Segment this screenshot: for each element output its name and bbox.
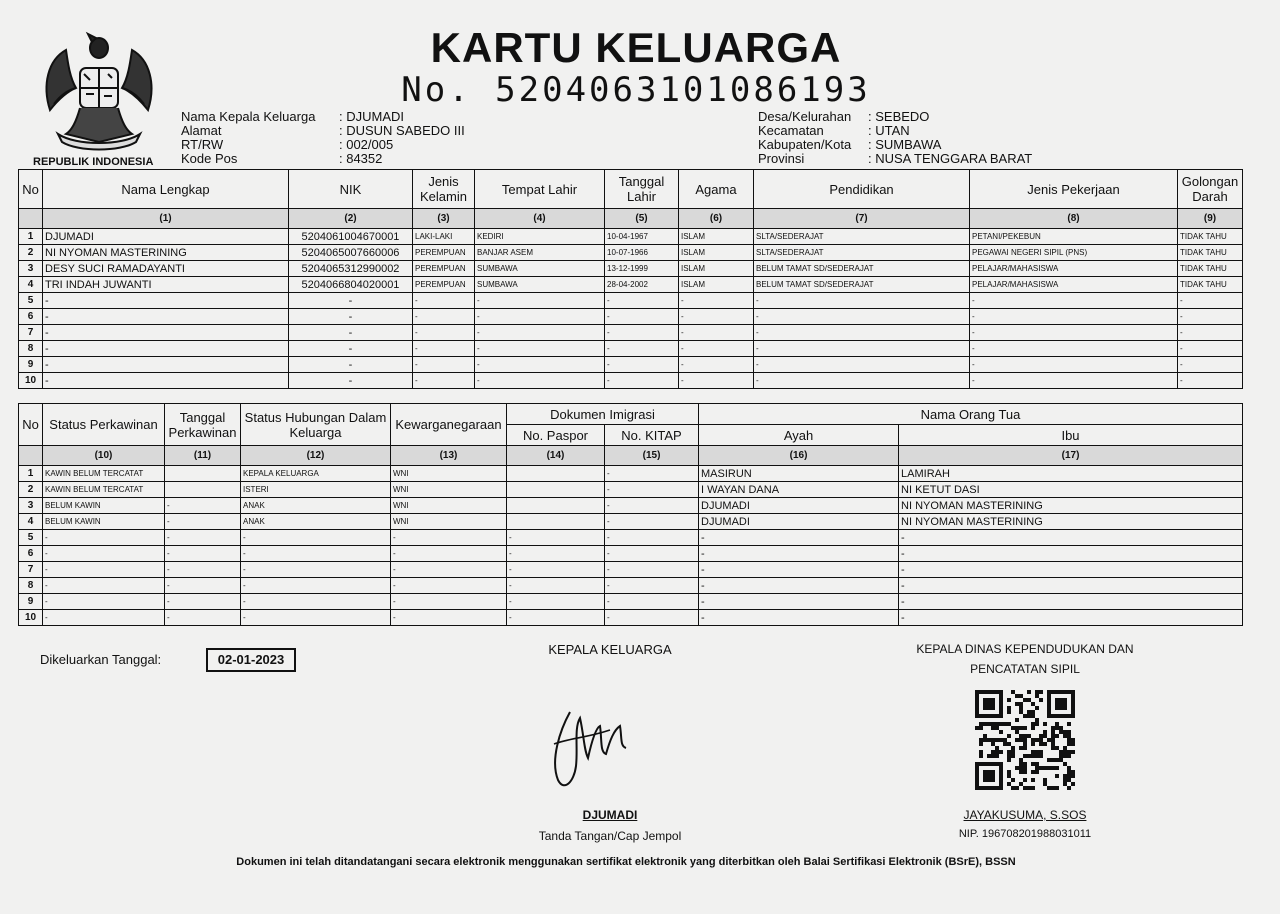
table-cell: - <box>899 546 1243 562</box>
col-header-status-hubungan: Status Hubungan Dalam Keluarga <box>241 404 391 446</box>
table-cell <box>507 482 605 498</box>
col-number: (11) <box>165 446 241 466</box>
head-info-labels-left <box>181 110 315 166</box>
qr-code-icon <box>975 690 1075 790</box>
table-cell: NI NYOMAN MASTERINING <box>43 245 289 261</box>
col-header-pekerjaan: Jenis Pekerjaan <box>970 170 1178 209</box>
table-cell: TIDAK TAHU <box>1178 277 1243 293</box>
issued-date: 02-01-2023 <box>206 648 296 672</box>
head-info-labels-right <box>758 110 851 166</box>
value-provinsi: : NUSA TENGGARA BARAT <box>868 151 1033 166</box>
table-cell: - <box>391 578 507 594</box>
table-cell: 10-04-1967 <box>605 229 679 245</box>
col-header-pendidikan: Pendidikan <box>754 170 970 209</box>
table-cell: TIDAK TAHU <box>1178 261 1243 277</box>
table-cell: - <box>605 546 699 562</box>
table-cell: - <box>754 341 970 357</box>
table-cell: - <box>679 325 754 341</box>
row-number: 7 <box>19 562 43 578</box>
col-header-ayah: Ayah <box>699 425 899 446</box>
head-name: DJUMADI <box>582 808 638 822</box>
col-number: (2) <box>289 209 413 229</box>
value-alamat: : DUSUN SABEDO III <box>339 123 465 138</box>
table-cell: TRI INDAH JUWANTI <box>43 277 289 293</box>
table-cell: - <box>43 562 165 578</box>
table-cell: SLTA/SEDERAJAT <box>754 245 970 261</box>
col-header-ibu: Ibu <box>899 425 1243 446</box>
table-cell: SUMBAWA <box>475 277 605 293</box>
row-number: 10 <box>19 373 43 389</box>
table-cell: - <box>475 325 605 341</box>
table-cell: DJUMADI <box>43 229 289 245</box>
table-row <box>19 373 1243 389</box>
table-cell: SLTA/SEDERAJAT <box>754 229 970 245</box>
table-cell: PEREMPUAN <box>413 245 475 261</box>
table-row <box>19 594 1243 610</box>
col-number: (4) <box>475 209 605 229</box>
table-cell: - <box>1178 309 1243 325</box>
table-cell: PETANI/PEKEBUN <box>970 229 1178 245</box>
table-cell: WNI <box>391 514 507 530</box>
emblem-caption: REPUBLIK INDONESIA <box>33 156 154 168</box>
table-cell: - <box>391 562 507 578</box>
col-number: (8) <box>970 209 1178 229</box>
table-row <box>19 277 1243 293</box>
table-cell: - <box>43 341 289 357</box>
table-cell: - <box>413 325 475 341</box>
table-cell: - <box>165 498 241 514</box>
table-cell: - <box>165 514 241 530</box>
table-cell: - <box>605 530 699 546</box>
official-title-line1: KEPALA DINAS KEPENDUDUKAN DAN <box>916 642 1134 656</box>
table-cell: - <box>605 293 679 309</box>
col-header-nik: NIK <box>289 170 413 209</box>
col-header-tanggal-lahir: Tanggal Lahir <box>605 170 679 209</box>
col-header-dokumen-imigrasi: Dokumen Imigrasi <box>507 404 699 425</box>
table-cell: - <box>899 578 1243 594</box>
table-cell: - <box>43 546 165 562</box>
table-cell: ANAK <box>241 498 391 514</box>
table-cell: 28-04-2002 <box>605 277 679 293</box>
table-cell: - <box>475 373 605 389</box>
table-cell: - <box>43 594 165 610</box>
row-number: 6 <box>19 546 43 562</box>
table-cell: - <box>165 610 241 626</box>
table-row <box>19 341 1243 357</box>
table-row <box>19 578 1243 594</box>
table-cell: - <box>1178 357 1243 373</box>
label-rtrw: RT/RW <box>181 137 224 152</box>
table-cell: BELUM KAWIN <box>43 514 165 530</box>
row-number: 9 <box>19 357 43 373</box>
table-cell: - <box>289 373 413 389</box>
table-cell: - <box>241 610 391 626</box>
table-cell: PEGAWAI NEGERI SIPIL (PNS) <box>970 245 1178 261</box>
table-cell: - <box>970 341 1178 357</box>
issued-label: Dikeluarkan Tanggal: <box>40 652 162 667</box>
table-cell: - <box>1178 373 1243 389</box>
table-cell: - <box>605 578 699 594</box>
row-number: 5 <box>19 530 43 546</box>
table-cell: - <box>605 594 699 610</box>
table-row <box>19 229 1243 245</box>
table-cell: 10-07-1966 <box>605 245 679 261</box>
label-kabupaten: Kabupaten/Kota <box>758 137 852 152</box>
value-kepala-keluarga: : DJUMADI <box>339 109 404 124</box>
table-row <box>19 546 1243 562</box>
family-members-table <box>18 169 1243 389</box>
table-cell: - <box>605 562 699 578</box>
label-kecamatan: Kecamatan <box>758 123 824 138</box>
table-cell: - <box>289 325 413 341</box>
col-number: (7) <box>754 209 970 229</box>
table-cell: I WAYAN DANA <box>699 482 899 498</box>
table-cell: 13-12-1999 <box>605 261 679 277</box>
label-kepala-keluarga: Nama Kepala Keluarga <box>181 109 316 124</box>
table-cell: ISLAM <box>679 229 754 245</box>
table-cell: - <box>605 341 679 357</box>
table-cell: PELAJAR/MAHASISWA <box>970 261 1178 277</box>
table-cell <box>507 498 605 514</box>
table-cell: ISTERI <box>241 482 391 498</box>
table-row <box>19 562 1243 578</box>
table-cell: - <box>679 341 754 357</box>
label-alamat: Alamat <box>181 123 222 138</box>
table-cell: DESY SUCI RAMADAYANTI <box>43 261 289 277</box>
col-header-tempat-lahir: Tempat Lahir <box>475 170 605 209</box>
table-cell: KAWIN BELUM TERCATAT <box>43 466 165 482</box>
table-cell: - <box>43 578 165 594</box>
table-cell: - <box>391 546 507 562</box>
table-cell: WNI <box>391 482 507 498</box>
table-cell: - <box>165 530 241 546</box>
table-cell: - <box>699 594 899 610</box>
table-row <box>19 261 1243 277</box>
table-cell: - <box>413 373 475 389</box>
table-cell: BANJAR ASEM <box>475 245 605 261</box>
family-status-table <box>18 403 1243 626</box>
table-cell: WNI <box>391 498 507 514</box>
table-cell: TIDAK TAHU <box>1178 229 1243 245</box>
table-cell: - <box>391 610 507 626</box>
label-provinsi: Provinsi <box>758 151 805 166</box>
row-number: 5 <box>19 293 43 309</box>
official-nip: NIP. 196708201988031011 <box>958 828 1092 840</box>
table-cell: - <box>475 293 605 309</box>
table-cell: - <box>43 357 289 373</box>
table-cell: ISLAM <box>679 261 754 277</box>
table-cell: - <box>165 546 241 562</box>
col-header-no: No <box>19 170 43 209</box>
row-number: 1 <box>19 229 43 245</box>
handwritten-signature <box>540 700 640 795</box>
row-number: 2 <box>19 482 43 498</box>
table-cell: - <box>475 357 605 373</box>
col-number: (3) <box>413 209 475 229</box>
official-title-line2: PENCATATAN SIPIL <box>970 662 1080 676</box>
table-cell: - <box>165 562 241 578</box>
col-number: (10) <box>43 446 165 466</box>
table-row <box>19 293 1243 309</box>
document-title: KARTU KELUARGA <box>430 24 842 71</box>
col-number: (6) <box>679 209 754 229</box>
table-cell: KEPALA KELUARGA <box>241 466 391 482</box>
col-header-no-kitap: No. KITAP <box>605 425 699 446</box>
table-cell: - <box>605 373 679 389</box>
col-header-kewarganegaraan: Kewarganegaraan <box>391 404 507 446</box>
table-cell: - <box>241 546 391 562</box>
table-cell <box>165 482 241 498</box>
table-cell: 5204065007660006 <box>289 245 413 261</box>
col-header-no-paspor: No. Paspor <box>507 425 605 446</box>
table-cell: - <box>507 562 605 578</box>
value-rtrw: : 002/005 <box>339 137 394 152</box>
table-cell: - <box>43 293 289 309</box>
table-cell: MASIRUN <box>699 466 899 482</box>
table-cell: - <box>241 562 391 578</box>
value-desa: : SEBEDO <box>868 109 930 124</box>
table-cell: - <box>699 562 899 578</box>
col-number: (12) <box>241 446 391 466</box>
table-cell: NI NYOMAN MASTERINING <box>899 498 1243 514</box>
table-row <box>19 482 1243 498</box>
table-cell: - <box>43 325 289 341</box>
table-cell: - <box>699 530 899 546</box>
table-cell: - <box>605 482 699 498</box>
row-number: 9 <box>19 594 43 610</box>
table-cell: LAMIRAH <box>899 466 1243 482</box>
table-cell: TIDAK TAHU <box>1178 245 1243 261</box>
head-signature-caption: Tanda Tangan/Cap Jempol <box>538 829 682 843</box>
table-cell: WNI <box>391 466 507 482</box>
table-cell: - <box>605 610 699 626</box>
table-row <box>19 498 1243 514</box>
table-row <box>19 309 1243 325</box>
table-cell: - <box>605 514 699 530</box>
table-cell: - <box>507 578 605 594</box>
table-row <box>19 325 1243 341</box>
table-cell: - <box>754 357 970 373</box>
table-cell: - <box>165 594 241 610</box>
table-cell <box>165 466 241 482</box>
value-kode-pos: : 84352 <box>339 151 383 166</box>
table-cell: NI KETUT DASI <box>899 482 1243 498</box>
value-kecamatan: : UTAN <box>868 123 910 138</box>
table-cell: PEREMPUAN <box>413 261 475 277</box>
col-header-golongan-darah: Golongan Darah <box>1178 170 1243 209</box>
row-number: 8 <box>19 341 43 357</box>
row-number: 1 <box>19 466 43 482</box>
col-number-blank <box>19 209 43 229</box>
table-cell: - <box>391 530 507 546</box>
table-cell: - <box>413 357 475 373</box>
col-header-jenis-kelamin: Jenis Kelamin <box>413 170 475 209</box>
table-cell: - <box>754 293 970 309</box>
table-cell: SUMBAWA <box>475 261 605 277</box>
table-cell: - <box>699 546 899 562</box>
col-header-nama-orang-tua: Nama Orang Tua <box>699 404 1243 425</box>
col-header-nama: Nama Lengkap <box>43 170 289 209</box>
table-cell: KEDIRI <box>475 229 605 245</box>
table-cell: - <box>475 341 605 357</box>
row-number: 10 <box>19 610 43 626</box>
table-cell: DJUMADI <box>699 514 899 530</box>
row-number: 3 <box>19 498 43 514</box>
table-cell: - <box>605 498 699 514</box>
table-cell: DJUMADI <box>699 498 899 514</box>
table-cell: - <box>289 293 413 309</box>
row-number: 7 <box>19 325 43 341</box>
table-cell <box>507 514 605 530</box>
table-cell: - <box>754 309 970 325</box>
value-kabupaten: : SUMBAWA <box>868 137 942 152</box>
table-cell: - <box>413 341 475 357</box>
table-cell: - <box>391 594 507 610</box>
col-number: (17) <box>899 446 1243 466</box>
table-cell: - <box>679 357 754 373</box>
head-info-values-right <box>868 110 1032 166</box>
col-number: (15) <box>605 446 699 466</box>
col-number: (14) <box>507 446 605 466</box>
table-cell: - <box>754 325 970 341</box>
row-number: 2 <box>19 245 43 261</box>
table-cell: - <box>699 578 899 594</box>
table-cell: - <box>970 293 1178 309</box>
col-number: (5) <box>605 209 679 229</box>
table-cell: - <box>507 546 605 562</box>
label-kode-pos: Kode Pos <box>181 151 238 166</box>
table-row <box>19 245 1243 261</box>
table-cell: - <box>699 610 899 626</box>
table-cell: - <box>679 293 754 309</box>
table-cell: - <box>507 530 605 546</box>
table-cell: - <box>605 466 699 482</box>
table-cell: - <box>1178 341 1243 357</box>
col-number-blank <box>19 446 43 466</box>
table-cell: KAWIN BELUM TERCATAT <box>43 482 165 498</box>
table-cell: - <box>605 325 679 341</box>
row-number: 8 <box>19 578 43 594</box>
table-cell: - <box>1178 293 1243 309</box>
col-header-tanggal-perkawinan: Tanggal Perkawinan <box>165 404 241 446</box>
table-row <box>19 514 1243 530</box>
table-cell: - <box>970 325 1178 341</box>
col-number: (9) <box>1178 209 1243 229</box>
table-cell: - <box>475 309 605 325</box>
row-number: 3 <box>19 261 43 277</box>
table-cell: - <box>605 357 679 373</box>
table-cell: - <box>605 309 679 325</box>
table-cell: - <box>43 610 165 626</box>
table-cell: LAKI-LAKI <box>413 229 475 245</box>
table-cell: - <box>1178 325 1243 341</box>
table-row <box>19 357 1243 373</box>
table-cell: - <box>413 309 475 325</box>
row-number: 4 <box>19 514 43 530</box>
table-row <box>19 466 1243 482</box>
table-cell: - <box>241 594 391 610</box>
table-cell: PEREMPUAN <box>413 277 475 293</box>
table-cell <box>507 466 605 482</box>
col-number: (13) <box>391 446 507 466</box>
table-cell: ANAK <box>241 514 391 530</box>
table-row <box>19 530 1243 546</box>
label-desa: Desa/Kelurahan <box>758 109 852 124</box>
table-cell: - <box>970 309 1178 325</box>
table-cell: - <box>289 309 413 325</box>
table-cell: PELAJAR/MAHASISWA <box>970 277 1178 293</box>
table-row <box>19 610 1243 626</box>
table-cell: - <box>43 530 165 546</box>
table-cell: - <box>970 357 1178 373</box>
table-cell: ISLAM <box>679 277 754 293</box>
table-cell: 5204066804020001 <box>289 277 413 293</box>
col-number: (1) <box>43 209 289 229</box>
col-header-status-perkawinan: Status Perkawinan <box>43 404 165 446</box>
row-number: 6 <box>19 309 43 325</box>
col-header-agama: Agama <box>679 170 754 209</box>
table-cell: - <box>970 373 1178 389</box>
table-cell: NI NYOMAN MASTERINING <box>899 514 1243 530</box>
col-header-no: No <box>19 404 43 446</box>
table-cell: - <box>507 594 605 610</box>
table-cell: - <box>165 578 241 594</box>
table-cell: - <box>679 309 754 325</box>
family-card-number: No. 5204063101086193 <box>401 70 871 110</box>
table-cell: - <box>241 530 391 546</box>
table-cell: - <box>241 578 391 594</box>
col-number: (16) <box>699 446 899 466</box>
table-cell: - <box>899 610 1243 626</box>
table-cell: ISLAM <box>679 245 754 261</box>
head-signature-title: KEPALA KELUARGA <box>548 642 672 657</box>
table-cell: BELUM TAMAT SD/SEDERAJAT <box>754 261 970 277</box>
electronic-signature-note: Dokumen ini telah ditandatangani secara elektronik menggunakan sertifikat elektronik yang diterbitkan oleh Balai Sertifikasi Elektronik (BSrE), BSSN <box>236 856 1016 868</box>
table-cell: - <box>413 293 475 309</box>
official-name: JAYAKUSUMA, S.SOS <box>963 808 1087 822</box>
table-cell: - <box>899 562 1243 578</box>
table-cell: - <box>43 373 289 389</box>
table-cell: BELUM TAMAT SD/SEDERAJAT <box>754 277 970 293</box>
table-cell: 5204065312990002 <box>289 261 413 277</box>
table-cell: 5204061004670001 <box>289 229 413 245</box>
table-cell: - <box>899 530 1243 546</box>
table-cell: BELUM KAWIN <box>43 498 165 514</box>
head-info-values-left <box>339 110 465 166</box>
table-cell: - <box>679 373 754 389</box>
table-cell: - <box>43 309 289 325</box>
table-cell: - <box>899 594 1243 610</box>
table-cell: - <box>289 341 413 357</box>
table-cell: - <box>507 610 605 626</box>
table-cell: - <box>289 357 413 373</box>
table-cell: - <box>754 373 970 389</box>
row-number: 4 <box>19 277 43 293</box>
